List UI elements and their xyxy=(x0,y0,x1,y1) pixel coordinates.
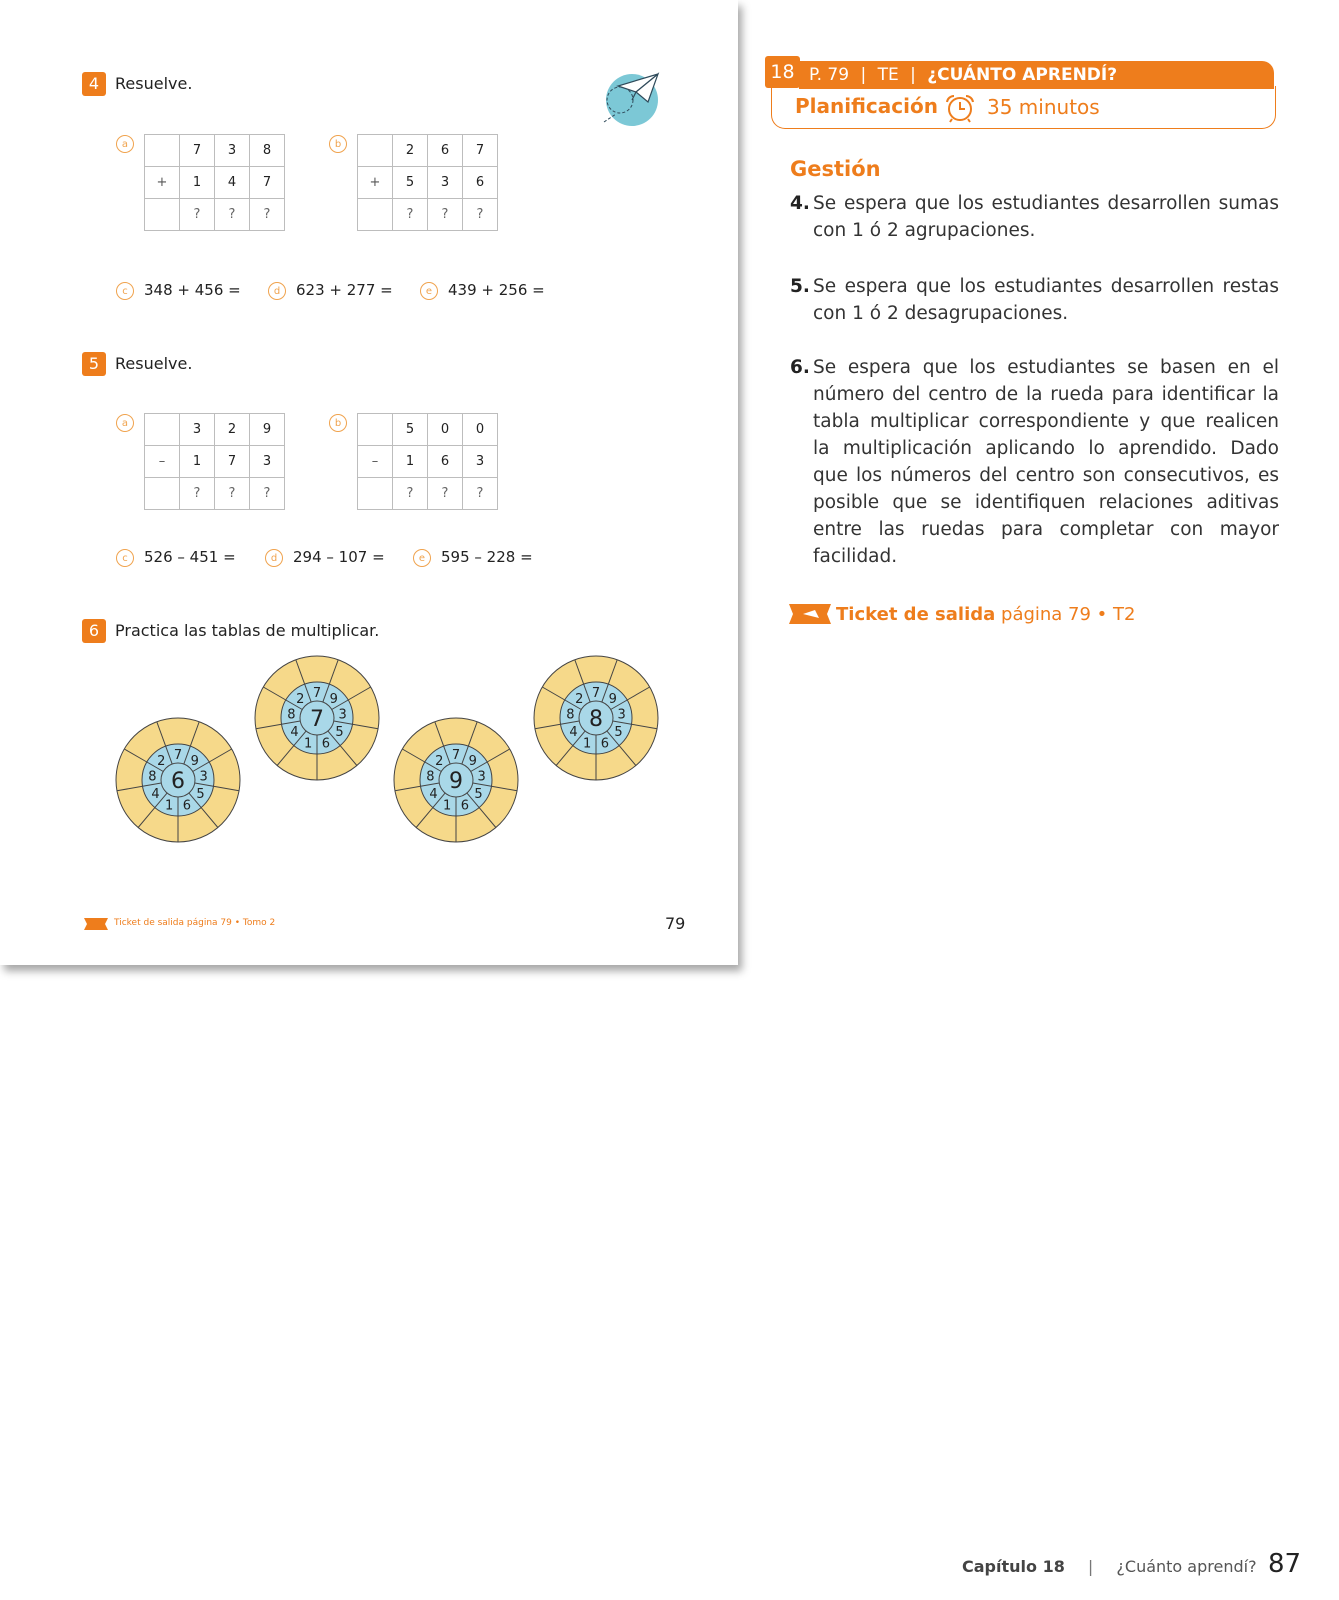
digit: 3 xyxy=(463,446,498,478)
letter-d: d xyxy=(265,549,283,567)
letter-e: e xyxy=(420,282,438,300)
digit: 7 xyxy=(250,167,285,199)
digit: 0 xyxy=(428,414,463,446)
digit: 6 xyxy=(428,446,463,478)
letter-a: a xyxy=(116,135,134,153)
answer-cell[interactable]: ? xyxy=(463,478,498,510)
wheel-digit: 6 xyxy=(321,736,331,752)
wheel-digit: 1 xyxy=(442,798,452,814)
wheel-center-number: 8 xyxy=(589,707,603,732)
ticket-rest: página 79 • T2 xyxy=(1001,604,1136,625)
section-6-title: Practica las tablas de multiplicar. xyxy=(115,621,380,640)
digit: 2 xyxy=(215,414,250,446)
digit: 3 xyxy=(428,167,463,199)
wheel-digit: 3 xyxy=(338,707,347,723)
subtraction-table-a xyxy=(144,413,285,510)
digit: 6 xyxy=(428,135,463,167)
answer-cell[interactable]: ? xyxy=(180,199,215,231)
answer-cell[interactable]: ? xyxy=(393,199,428,231)
multiplication-wheel xyxy=(394,718,518,842)
wheel-digit: 7 xyxy=(312,686,322,701)
wheel-digit: 8 xyxy=(287,707,296,723)
letter-e: e xyxy=(413,549,431,567)
ticket-of-exit xyxy=(836,604,1135,625)
digit: 1 xyxy=(180,167,215,199)
wheel-center-number: 7 xyxy=(310,707,324,732)
answer-cell[interactable]: ? xyxy=(428,199,463,231)
gestion-item-4 xyxy=(790,190,1279,244)
digit: 8 xyxy=(250,135,285,167)
wheel-digit: 3 xyxy=(199,769,208,785)
page-footer: Capítulo 18 | ¿Cuánto aprendí? xyxy=(962,1557,1257,1576)
section-5-title: Resuelve. xyxy=(115,354,193,373)
wheel-digit: 2 xyxy=(296,692,305,708)
ticket-bold: Ticket de salida xyxy=(836,604,996,625)
answer-cell[interactable]: ? xyxy=(215,199,250,231)
multiplication-wheel xyxy=(534,656,658,780)
section-4-title: Resuelve. xyxy=(115,74,193,93)
section-6-badge: 6 xyxy=(82,619,106,643)
wheel-digit: 5 xyxy=(335,725,344,740)
answer-cell[interactable]: ? xyxy=(250,478,285,510)
item-number: 5. xyxy=(790,276,810,297)
answer-cell[interactable]: ? xyxy=(428,478,463,510)
chapter-label: Capítulo 18 xyxy=(962,1557,1065,1576)
item-text: Se espera que los estudiantes desarrollen sumas con 1 ó 2 agrupaciones. xyxy=(813,193,1279,241)
letter-c: c xyxy=(116,549,134,567)
header-page: P. 79 xyxy=(809,65,850,85)
answer-cell[interactable]: ? xyxy=(463,199,498,231)
wheel-digit: 4 xyxy=(429,787,438,802)
operator: – xyxy=(358,446,393,478)
header-type: TE xyxy=(877,65,899,85)
digit: 1 xyxy=(180,446,215,478)
wheel-digit: 7 xyxy=(173,748,183,763)
wheel-digit: 4 xyxy=(151,787,160,802)
letter-b: b xyxy=(329,414,347,432)
section-4-badge: 4 xyxy=(82,72,106,96)
item-text: Se espera que los estudiantes se basen en el número del centro de la rueda para identificar la tabla multiplicar correspondiente y que realicen la multiplicación aplicando lo aprendido. Dado que los números del centro son consecutivos, es posible que se identifiquen relaciones aditivas entre las ruedas para completar con mayor facilidad. xyxy=(813,357,1279,567)
digit: 5 xyxy=(393,167,428,199)
ticket-icon xyxy=(84,918,108,930)
digit: 6 xyxy=(463,167,498,199)
wheel-digit: 2 xyxy=(435,754,444,770)
ticket-icon xyxy=(789,604,831,624)
planning-label: Planificación xyxy=(795,94,938,118)
digit: 5 xyxy=(393,414,428,446)
answer-cell[interactable]: ? xyxy=(215,478,250,510)
digit: 3 xyxy=(250,446,285,478)
wheel-digit: 1 xyxy=(164,798,174,814)
wheel-center-number: 6 xyxy=(171,769,185,794)
digit: 3 xyxy=(215,135,250,167)
wheel-digit: 9 xyxy=(468,754,477,770)
digit: 2 xyxy=(393,135,428,167)
wheel-digit: 7 xyxy=(591,686,601,701)
gestion-item-5 xyxy=(790,273,1279,327)
wheel-digit: 8 xyxy=(426,769,435,785)
wheel-digit: 9 xyxy=(190,754,199,770)
wheel-digit: 3 xyxy=(617,707,626,723)
wheel-digit: 4 xyxy=(290,725,299,740)
header-bar: P. 79 | TE | ¿CUÁNTO APRENDÍ? xyxy=(799,61,1274,89)
digit: 9 xyxy=(250,414,285,446)
planning-time: 35 minutos xyxy=(987,95,1100,119)
letter-d: d xyxy=(268,282,286,300)
digit: 7 xyxy=(463,135,498,167)
wheel-digit: 7 xyxy=(451,748,461,763)
item-number: 6. xyxy=(790,357,810,378)
wheel-digit: 2 xyxy=(157,754,166,770)
student-page xyxy=(0,0,738,965)
item-number: 4. xyxy=(790,193,810,214)
wheel-digit: 6 xyxy=(182,798,192,814)
operator: + xyxy=(358,167,393,199)
wheel-digit: 5 xyxy=(474,787,483,802)
wheel-digit: 9 xyxy=(608,692,617,708)
operator: + xyxy=(145,167,180,199)
wheel-digit: 3 xyxy=(477,769,486,785)
header-title: ¿CUÁNTO APRENDÍ? xyxy=(927,65,1118,85)
wheel-digit: 6 xyxy=(460,798,470,814)
page-number: 79 xyxy=(665,914,686,933)
wheel-digit: 2 xyxy=(575,692,584,708)
operator: – xyxy=(145,446,180,478)
multiplication-wheels xyxy=(0,640,738,850)
addition-table-a xyxy=(144,134,285,231)
multiplication-wheel xyxy=(255,656,379,780)
gestion-title: Gestión xyxy=(790,157,881,181)
answer-cell[interactable]: ? xyxy=(393,478,428,510)
expression-c: 348 + 456 = xyxy=(144,281,241,299)
digit: 0 xyxy=(463,414,498,446)
page-number-main: 87 xyxy=(1268,1549,1302,1579)
chapter-section: ¿Cuánto aprendí? xyxy=(1116,1557,1257,1576)
digit: 1 xyxy=(393,446,428,478)
wheel-digit: 4 xyxy=(569,725,578,740)
gestion-item-6 xyxy=(790,354,1279,570)
expression-d: 623 + 277 = xyxy=(296,281,393,299)
digit: 7 xyxy=(180,135,215,167)
digit: 7 xyxy=(215,446,250,478)
wheel-digit: 8 xyxy=(148,769,157,785)
letter-b: b xyxy=(329,135,347,153)
expression-e: 439 + 256 = xyxy=(448,281,545,299)
letter-c: c xyxy=(116,282,134,300)
digit: 4 xyxy=(215,167,250,199)
expression-e: 595 – 228 = xyxy=(441,548,533,566)
section-5-badge: 5 xyxy=(82,352,106,376)
wheel-digit: 9 xyxy=(329,692,338,708)
letter-a: a xyxy=(116,414,134,432)
multiplication-wheel xyxy=(116,718,240,842)
digit: 3 xyxy=(180,414,215,446)
subtraction-table-b xyxy=(357,413,498,510)
answer-cell[interactable]: ? xyxy=(250,199,285,231)
wheel-digit: 6 xyxy=(600,736,610,752)
wheel-center-number: 9 xyxy=(449,769,463,794)
wheel-digit: 5 xyxy=(196,787,205,802)
wheel-digit: 8 xyxy=(566,707,575,723)
lesson-number: 18 xyxy=(765,56,800,88)
item-text: Se espera que los estudiantes desarrollen restas con 1 ó 2 desagrupaciones. xyxy=(813,276,1279,324)
alarm-clock-icon xyxy=(944,93,976,123)
paper-plane-icon xyxy=(596,70,662,128)
wheel-digit: 1 xyxy=(582,736,592,752)
expression-d: 294 – 107 = xyxy=(293,548,385,566)
footer-ticket: Ticket de salida página 79 • Tomo 2 xyxy=(114,918,276,928)
wheel-digit: 5 xyxy=(614,725,623,740)
answer-cell[interactable]: ? xyxy=(180,478,215,510)
addition-table-b xyxy=(357,134,498,231)
expression-c: 526 – 451 = xyxy=(144,548,236,566)
wheel-digit: 1 xyxy=(303,736,313,752)
